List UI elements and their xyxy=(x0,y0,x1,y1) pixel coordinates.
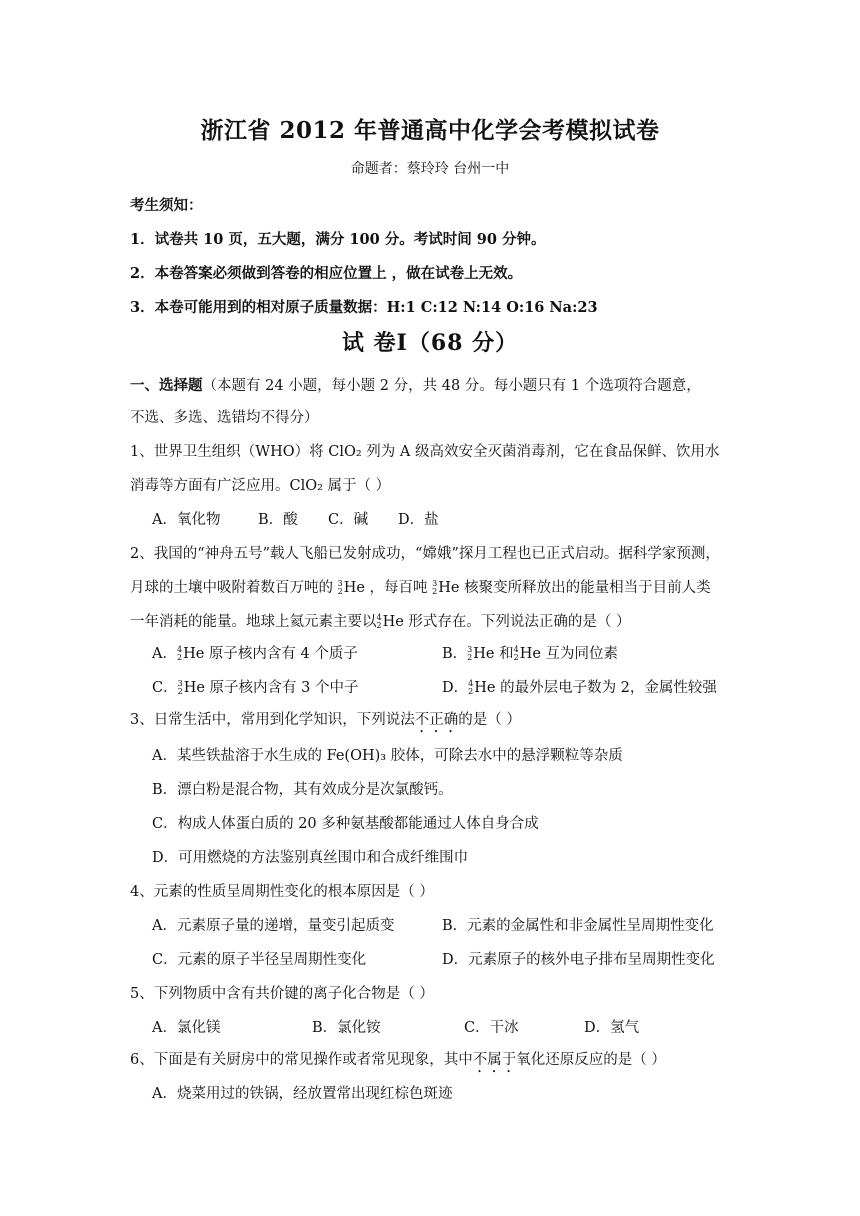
q3-stem: 3、日常生活中，常用到化学知识，下列说法不正确的是（ ） xyxy=(130,712,521,728)
emphasis-not-correct: 不正确 xyxy=(414,712,459,728)
q5-option-d: D．氢气 xyxy=(584,1020,640,1036)
q1-line-1: 1、世界卫生组织（WHO）将 ClO₂ 列为 A 级高效安全灭菌消毒剂，它在食品保鲜、饮用水 xyxy=(130,444,720,460)
q2-option-d: D． 4 2 He 的最外层电子数为 2，金属性较强 xyxy=(442,679,717,696)
isotope-he3: 3 2 xyxy=(467,645,473,662)
q5-option-b: B．氯化铵 xyxy=(312,1020,381,1036)
isotope-he3: 3 2 xyxy=(432,579,438,596)
q2-line-3a: 一年消耗的能量。地球上氦元素主要以 xyxy=(130,614,377,630)
q5-option-a: A．氯化镁 xyxy=(152,1020,221,1036)
q2-option-b: B． 3 2 He 和 4 2 He 互为同位素 xyxy=(442,645,619,662)
q2-option-c: C． 3 2 He 原子核内含有 3 个中子 xyxy=(152,679,359,696)
q2-line-2b: He ，每百吨 xyxy=(343,580,428,596)
notice-item-3: 3．本卷可能用到的相对原子质量数据：H:1 C:12 N:14 O:16 Na:23 xyxy=(130,299,598,316)
part1-header xyxy=(130,374,701,395)
q3-option-b: B．漂白粉是混合物，其有效成分是次氯酸钙。 xyxy=(152,782,453,798)
q4-option-b: B．元素的金属性和非金属性呈周期性变化 xyxy=(442,918,714,934)
q5-option-c: C．干冰 xyxy=(464,1020,519,1036)
isotope-he3: 3 2 xyxy=(177,679,183,696)
q2-line-2c: He 核聚变所释放出的能量相当于目前人类 xyxy=(438,580,711,596)
isotope-he4: 4 2 xyxy=(176,645,183,662)
part1-label: 一、选择题 xyxy=(130,377,203,394)
part1-desc-2: 不选、多选、选错均不得分） xyxy=(130,410,319,426)
q4-stem: 4、元素的性质呈周期性变化的根本原因是（ ） xyxy=(130,884,434,900)
q5-stem: 5、下列物质中含有共价键的离子化合物是（ ） xyxy=(130,986,434,1002)
q2-line-2 xyxy=(130,576,711,597)
part1-desc-1: （本题有 24 小题，每小题 2 分，共 48 分。每小题只有 1 个选项符合题意， xyxy=(202,378,701,394)
isotope-he4: 4 2 xyxy=(468,679,474,696)
q6-option-a: A．烧菜用过的铁锅，经放置常出现红棕色斑迹 xyxy=(152,1086,453,1102)
q2-line-3b: He 形式存在。下列说法正确的是（ ） xyxy=(382,614,631,630)
q4-option-a: A．元素原子量的递增，量变引起质变 xyxy=(152,918,395,934)
notice-heading: 考生须知： xyxy=(130,197,203,214)
section-title: 试 卷Ⅰ（68 分） xyxy=(341,330,519,356)
exam-title: 浙江省 2012 年普通高中化学会考模拟试卷 xyxy=(200,117,660,144)
q2-option-a: A． 4 2 He 原子核内含有 4 个质子 xyxy=(152,645,358,662)
emphasis-not-belong: 不属于 xyxy=(472,1052,517,1068)
q6-stem: 6、下面是有关厨房中的常见操作或者常见现象，其中不属于氧化还原反应的是（ ） xyxy=(130,1052,666,1068)
q1-option-d: D．盐 xyxy=(398,512,439,528)
isotope-he3: 3 2 xyxy=(337,579,343,596)
q2-line-1: 2、我国的“神舟五号”载人飞船已发射成功，“嫦娥”探月工程也已正式启动。据科学家预测， xyxy=(130,546,720,562)
q4-option-c: C．元素的原子半径呈周期性变化 xyxy=(152,952,367,968)
q2-line-2a: 月球的土壤中吸附着数百万吨的 xyxy=(130,580,333,596)
q1-option-c: C．碱 xyxy=(328,512,369,528)
q2-line-3 xyxy=(130,610,631,631)
q3-option-c: C．构成人体蛋白质的 20 多种氨基酸都能通过人体自身合成 xyxy=(152,816,539,832)
q4-option-d: D．元素原子的核外电子排布呈周期性变化 xyxy=(442,952,715,968)
notice-item-1: 1．试卷共 10 页，五大题，满分 100 分。考试时间 90 分钟。 xyxy=(130,231,546,248)
q1-option-b: B．酸 xyxy=(258,512,298,528)
q3-option-a: A．某些铁盐溶于水生成的 Fe(OH)₃ 胶体，可除去水中的悬浮颗粒等杂质 xyxy=(152,748,623,764)
q1-line-2: 消毒等方面有广泛应用。ClO₂ 属于（ ） xyxy=(130,478,391,494)
isotope-he4: 4 2 xyxy=(376,613,382,630)
author-line: 命题者：蔡玲玲 台州一中 xyxy=(350,161,510,177)
isotope-he4: 4 2 xyxy=(513,645,519,662)
q1-option-a: A．氧化物 xyxy=(152,512,221,528)
notice-item-2: 2．本卷答案必须做到答卷的相应位置上 ，做在试卷上无效。 xyxy=(130,265,523,282)
q3-option-d: D．可用燃烧的方法鉴别真丝围巾和合成纤维围巾 xyxy=(152,850,469,866)
